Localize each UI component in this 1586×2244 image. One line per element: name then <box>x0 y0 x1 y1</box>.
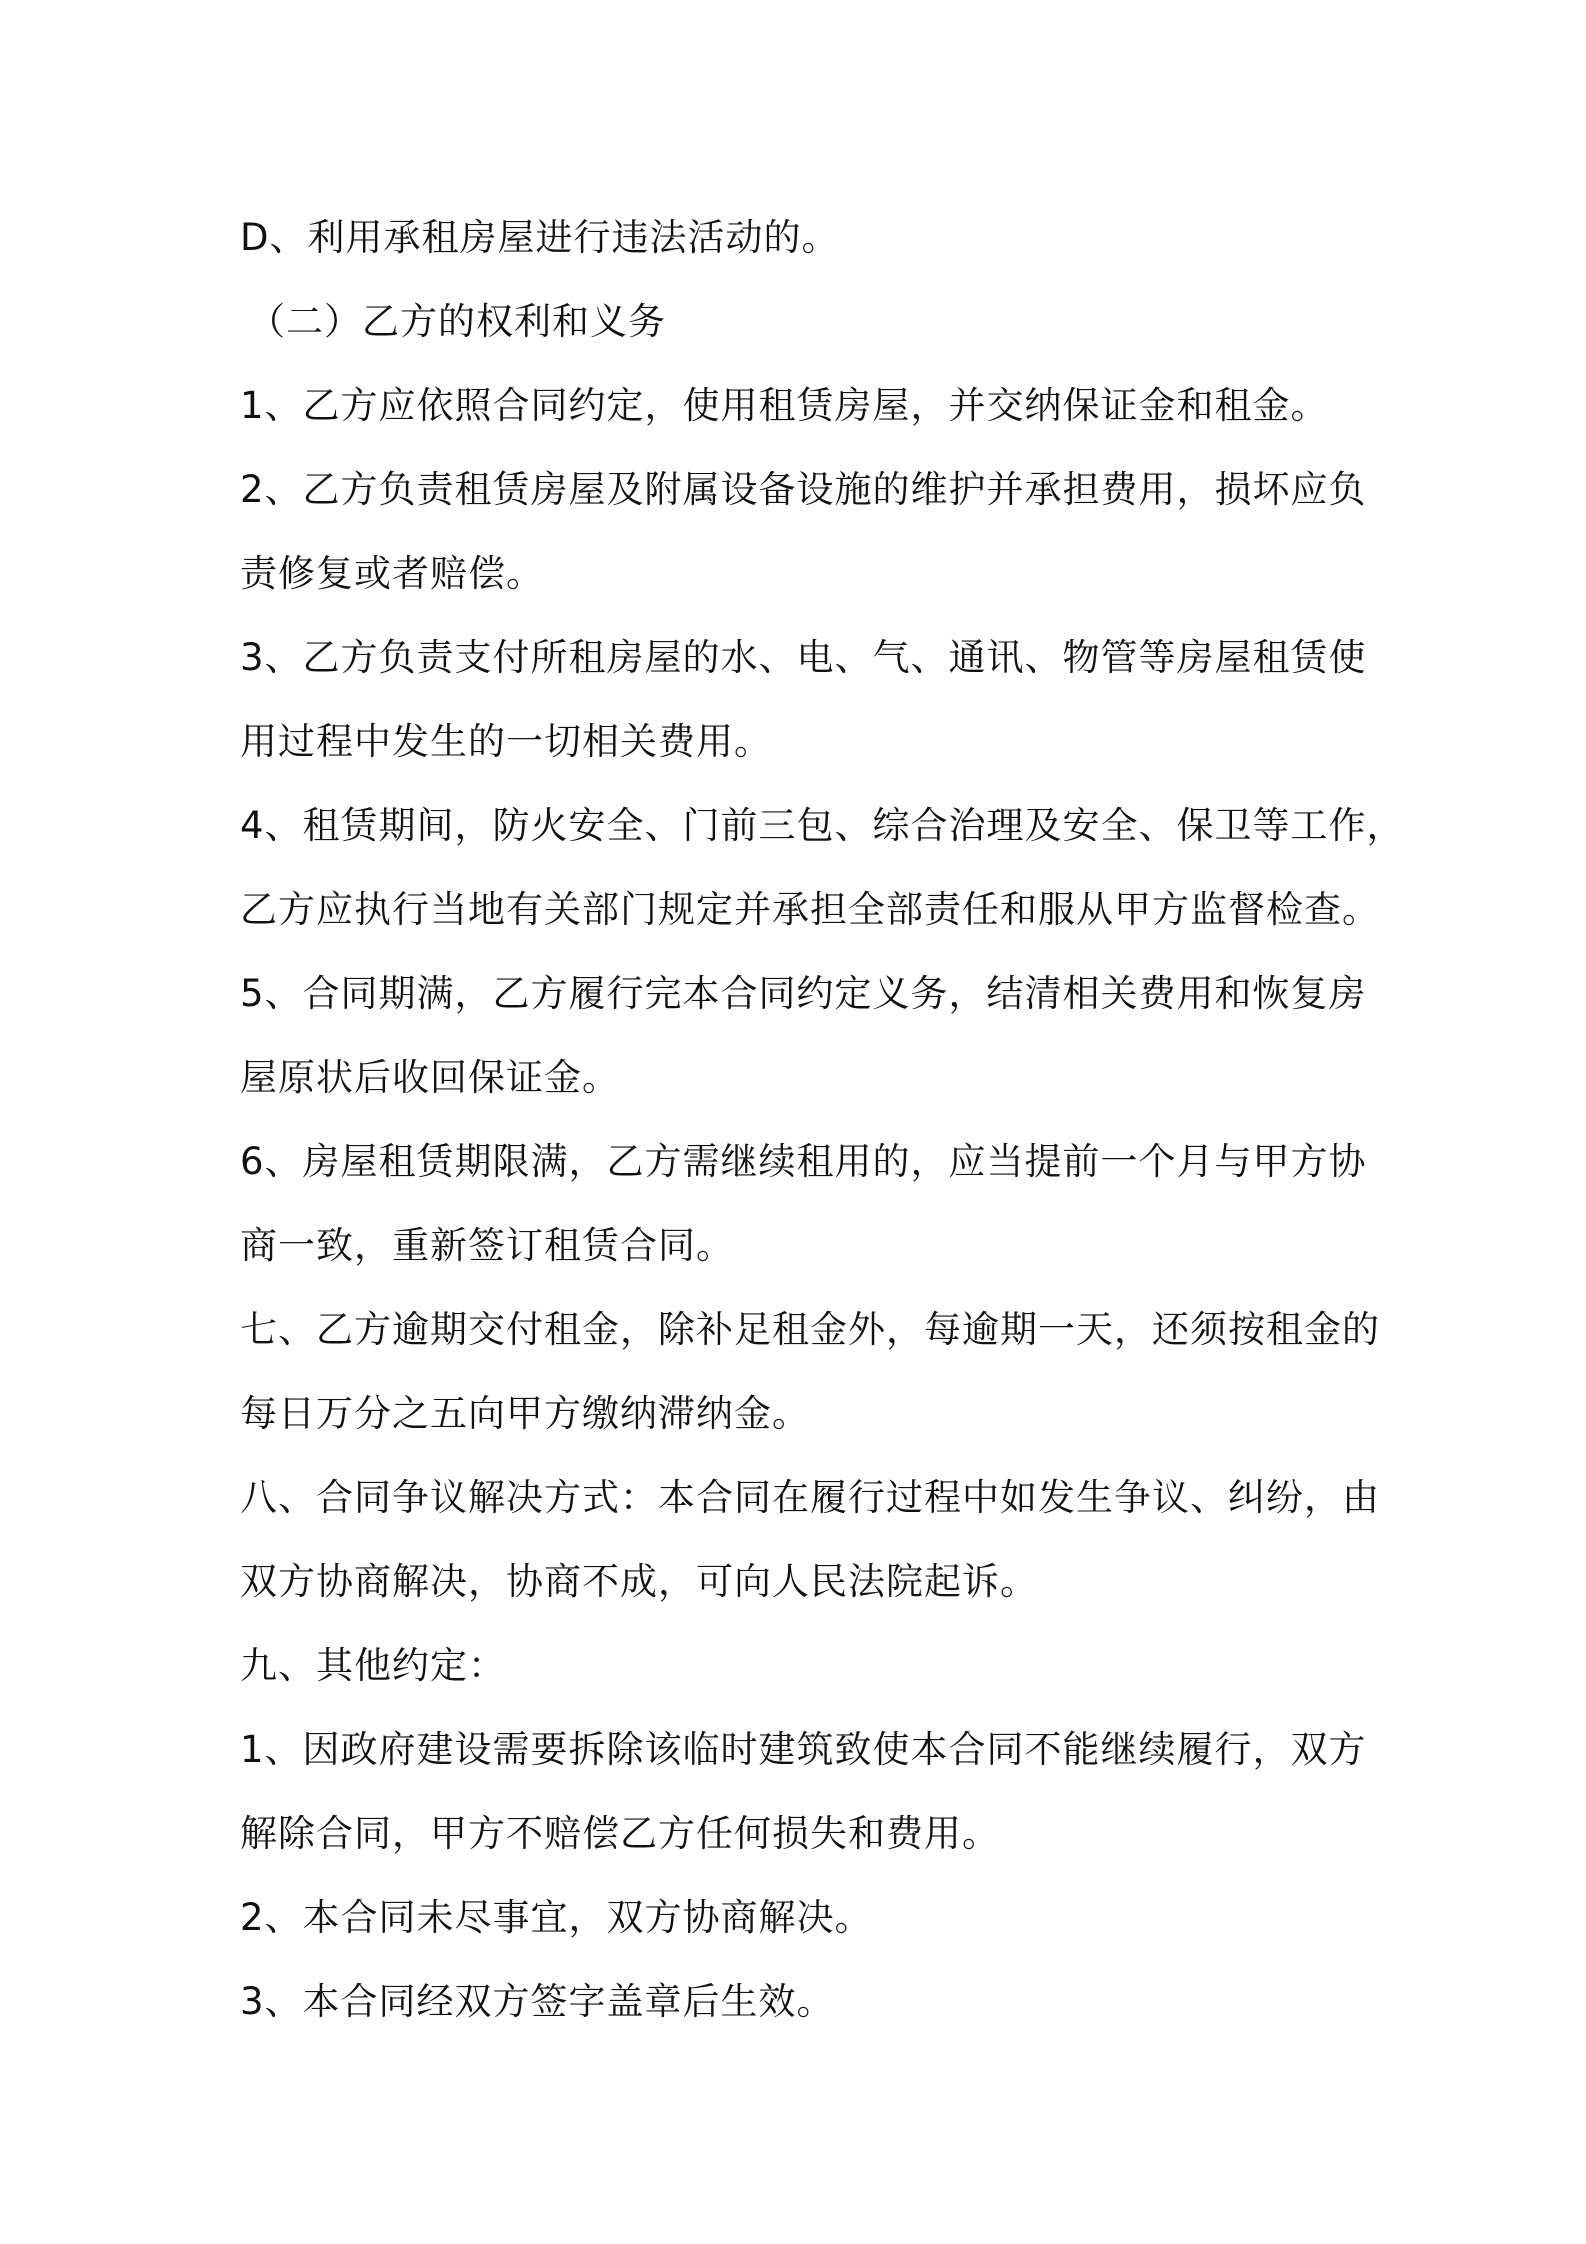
clause-b2-line-1: 2、乙方负责租赁房屋及附属设备设施的维护并承担费用，损坏应负 <box>240 468 1367 511</box>
article-8-line-1: 八、合同争议解决方式：本合同在履行过程中如发生争议、纠纷，由 <box>240 1476 1380 1519</box>
article-9-item-1-line-1: 1、因政府建设需要拆除该临时建筑致使本合同不能继续履行，双方 <box>240 1728 1367 1771</box>
document-body <box>240 196 1405 2044</box>
article-9-item-3: 3、本合同经双方签字盖章后生效。 <box>240 1980 835 2023</box>
clause-b1-line-1: 1、乙方应依照合同约定，使用租赁房屋，并交纳保证金和租金。 <box>240 384 1329 427</box>
clause-b5-line-1: 5、合同期满，乙方履行完本合同约定义务，结清相关费用和恢复房 <box>240 972 1367 1015</box>
clause-d-illegal-use: D、利用承租房屋进行违法活动的。 <box>240 216 840 259</box>
article-7-line-1: 七、乙方逾期交付租金，除补足租金外，每逾期一天，还须按租金的 <box>240 1308 1380 1351</box>
clause-b3-line-1: 3、乙方负责支付所租房屋的水、电、气、通讯、物管等房屋租赁使 <box>240 636 1367 679</box>
section-heading-party-b-rights: （二）乙方的权利和义务 <box>248 300 666 343</box>
clause-b4-line-1: 4、租赁期间，防火安全、门前三包、综合治理及安全、保卫等工作， <box>240 804 1405 847</box>
article-7-line-2: 每日万分之五向甲方缴纳滞纳金。 <box>240 1392 810 1435</box>
article-9-heading: 九、其他约定： <box>240 1644 506 1687</box>
clause-b6-line-1: 6、房屋租赁期限满，乙方需继续租用的，应当提前一个月与甲方协 <box>240 1140 1367 1183</box>
article-8-line-2: 双方协商解决，协商不成，可向人民法院起诉。 <box>240 1560 1038 1603</box>
article-9-item-2: 2、本合同未尽事宜，双方协商解决。 <box>240 1896 873 1939</box>
clause-b5-line-2: 屋原状后收回保证金。 <box>240 1056 620 1099</box>
clause-b4-line-2: 乙方应执行当地有关部门规定并承担全部责任和服从甲方监督检查。 <box>240 888 1380 931</box>
clause-b2-line-2: 责修复或者赔偿。 <box>240 552 544 595</box>
clause-b6-line-2: 商一致，重新签订租赁合同。 <box>240 1224 734 1267</box>
clause-b3-line-2: 用过程中发生的一切相关费用。 <box>240 720 772 763</box>
article-9-item-1-line-2: 解除合同，甲方不赔偿乙方任何损失和费用。 <box>240 1812 1000 1855</box>
